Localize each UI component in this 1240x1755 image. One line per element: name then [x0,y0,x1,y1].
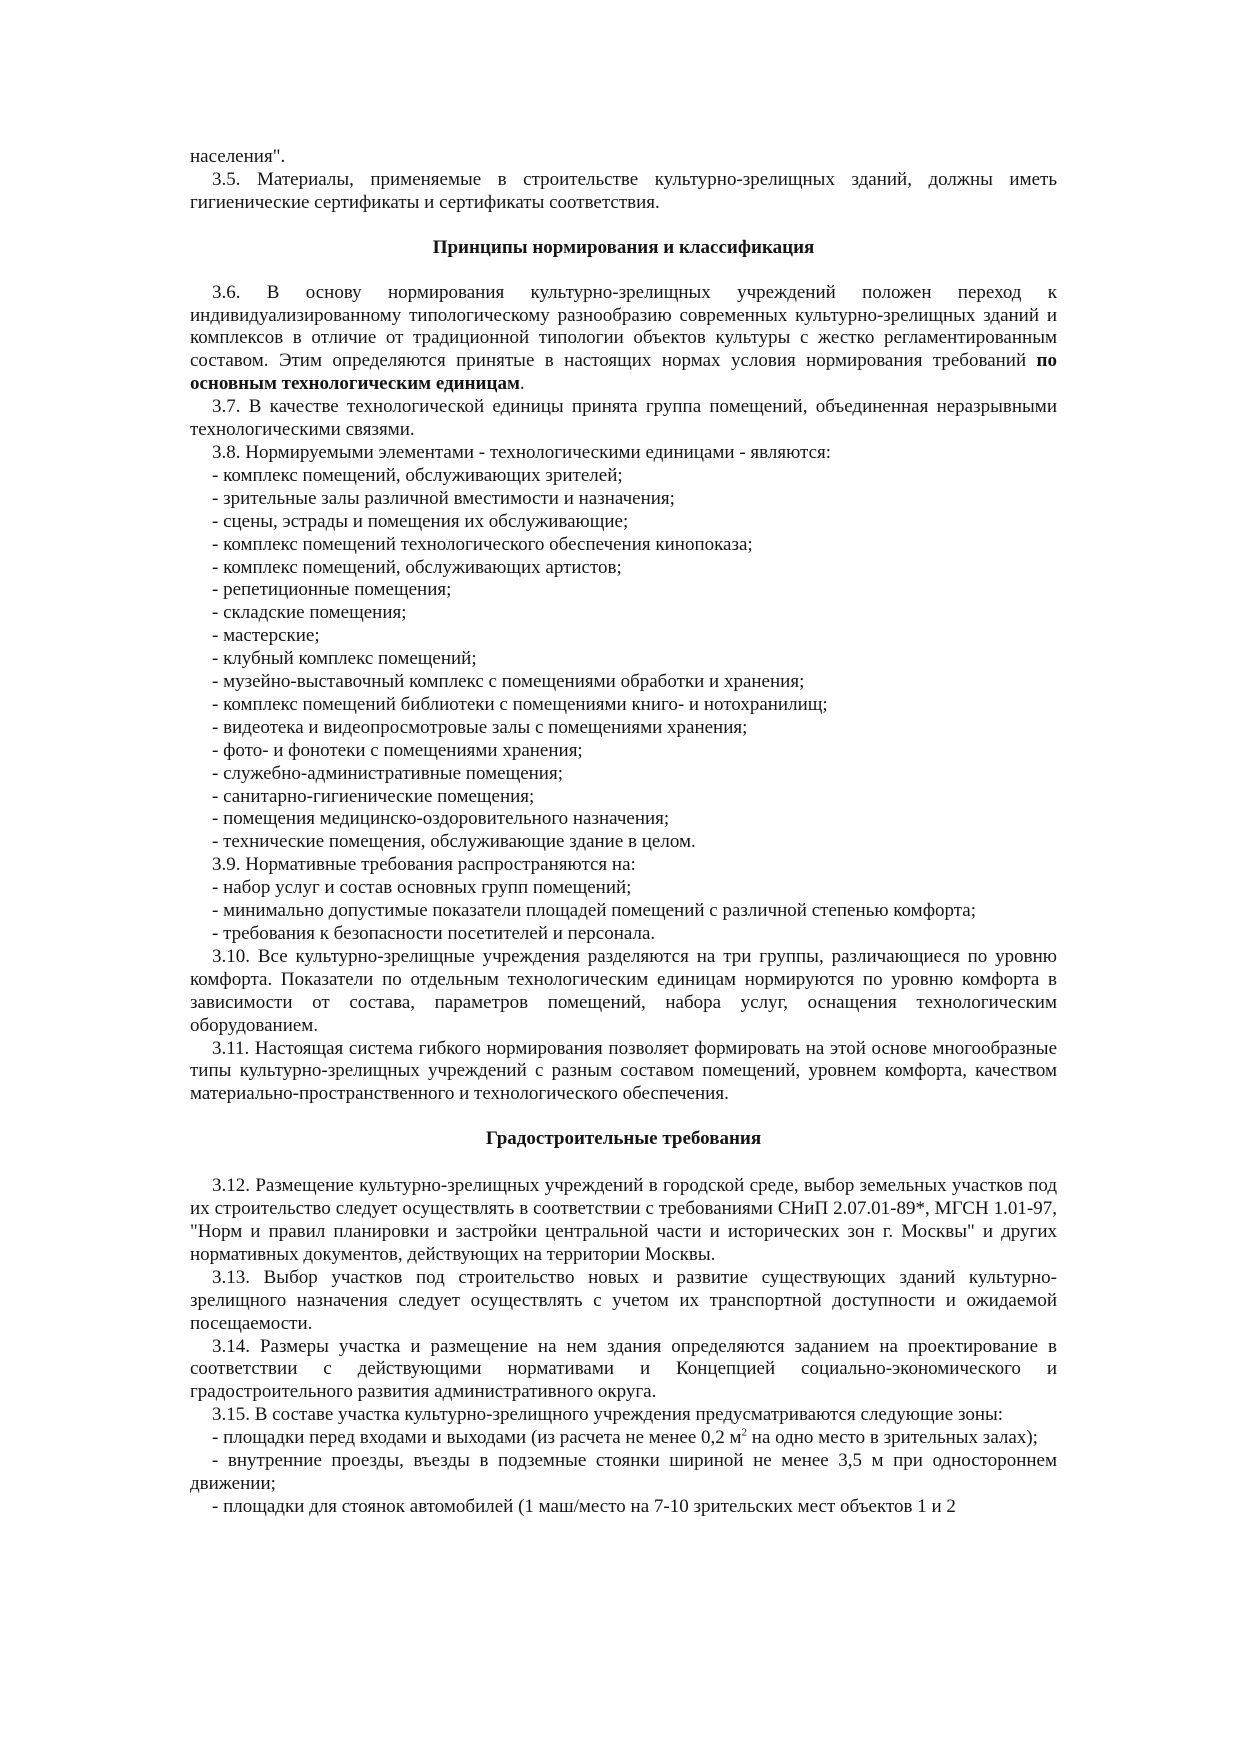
paragraph-3-6 [190,282,1057,397]
list-item: - клубный комплекс помещений; [212,648,477,670]
list-item: - комплекс помещений, обслуживающих артистов; [212,556,622,578]
paragraph-3-14: 3.14. Размеры участка и размещение на нем здания определяются заданием на проектирование в соответствии с действующими нормативами и Концепцией социально-экономического и градостроительного развития административного округа. [190,1335,1057,1403]
zone-item-entrance-areas [190,1427,1057,1450]
paragraph-3-10: 3.10. Все культурно-зрелищные учреждения разделяются на три группы, различающиеся по уровню комфорта. Показатели по отдельным технологическим единицам нормируются по уровню комфорта в зависимости от состава, параметров помещений, набора услуг, оснащения технологическим оборудованием. [190,945,1057,1036]
zone-item-text-end: на одно место в зрительных залах); [747,1427,1038,1449]
list-item: - музейно-выставочный комплекс с помещениями обработки и хранения; [212,671,805,693]
paragraph-3-12: 3.12. Размещение культурно-зрелищных учреждений в городской среде, выбор земельных участков под их строительство следует осуществлять в соответствии с требованиями СНиП 2.07.01-89*, МГСН 1.01-97, "Норм и правил планировки и застройки центральной части и исторических зон г. Москвы" и других нормативных документов, действующих на территории Москвы. [190,1175,1057,1265]
paragraph-3-13: 3.13. Выбор участков под строительство новых и развитие существующих зданий культурно-зрелищного назначения следует осуществлять с учетом их транспортной доступности и ожидаемой посещаемости. [190,1266,1057,1334]
list-item: - сцены, эстрады и помещения их обслуживающие; [212,510,629,532]
paragraph-continuation: населения". [190,146,286,167]
list-item: - требования к безопасности посетителей и персонала. [212,923,656,944]
list-item: - минимально допустимые показатели площадей помещений с различной степенью комфорта; [212,900,977,922]
zone-item-internal-driveways: - внутренние проезды, въезды в подземные стоянки шириной не менее 3,5 м при одностороннем движении; [190,1450,1057,1494]
list-item: - фото- и фонотеки с помещениями хранения; [212,739,583,761]
list-item: - технические помещения, обслуживающие здание в целом. [212,831,696,853]
paragraph-3-5: 3.5. Материалы, применяемые в строительстве культурно-зрелищных зданий, должны иметь гигиенические сертификаты и сертификаты соответствия. [190,168,1057,213]
superscript: 2 [741,1426,748,1439]
paragraph-3-8: 3.8. Нормируемыми элементами - технологическими единицами - являются: [212,441,832,463]
paragraph-3-7: 3.7. В качестве технологической единицы принята группа помещений, объединенная неразрывными технологическими связями. [190,396,1057,441]
list-item: - санитарно-гигиенические помещения; [212,785,535,807]
list-item: - мастерские; [212,625,320,647]
paragraph-3-6-end: . [519,373,525,395]
list-item: - помещения медицинско-оздоровительного назначения; [212,808,670,830]
section-heading-urban-planning: Градостроительные требования [485,1128,762,1150]
list-item: - набор услуг и состав основных групп помещений; [212,877,632,899]
paragraph-3-11: 3.11. Настоящая система гибкого нормирования позволяет формировать на этой основе многообразные типы культурно-зрелищных учреждений с разным составом помещений, уровнем комфорта, качеством материально-пространственного и технологического обеспечения. [190,1037,1057,1105]
paragraph-3-15: 3.15. В составе участка культурно-зрелищного учреждения предусматриваются следующие зоны: [212,1404,1004,1426]
list-item: - комплекс помещений библиотеки с помещениями книго- и нотохранилищ; [212,693,828,715]
list-item: - комплекс помещений технологического обеспечения кинопоказа; [212,533,753,555]
paragraph-3-9: 3.9. Нормативные требования распространяются на: [212,854,636,876]
list-item: - служебно-административные помещения; [212,762,563,784]
list-requirements [190,877,1057,946]
section-heading-principles: Принципы нормирования и классификация [432,236,815,258]
paragraph-3-6-text: 3.6. В основу нормирования культурно-зрелищных учреждений положен переход к индивидуализированному типологическому разнообразию современных культурно-зрелищных зданий и комплексов в отличие от традиционной типологии объектов культуры с жестко регламентированным составом. Этим определяются принятые в настоящих нормах условия нормирования требований [190,281,1057,372]
paragraph-3-6-bold: по основным технологическим единицам [190,350,1057,395]
list-item: - зрительные залы различной вместимости и назначения; [212,487,675,509]
list-technological-units [190,465,1057,854]
list-item: - комплекс помещений, обслуживающих зрителей; [212,464,623,486]
zone-item-parking: - площадки для стоянок автомобилей (1 маш/место на 7-10 зрительских мест объектов 1 и 2 [212,1495,956,1517]
list-item: - складские помещения; [212,602,407,624]
list-item: - видеотека и видеопросмотровые залы с помещениями хранения; [212,716,748,738]
list-item: - репетиционные помещения; [212,579,452,601]
zone-item-text: - площадки перед входами и выходами (из расчета не менее 0,2 м [212,1427,742,1449]
